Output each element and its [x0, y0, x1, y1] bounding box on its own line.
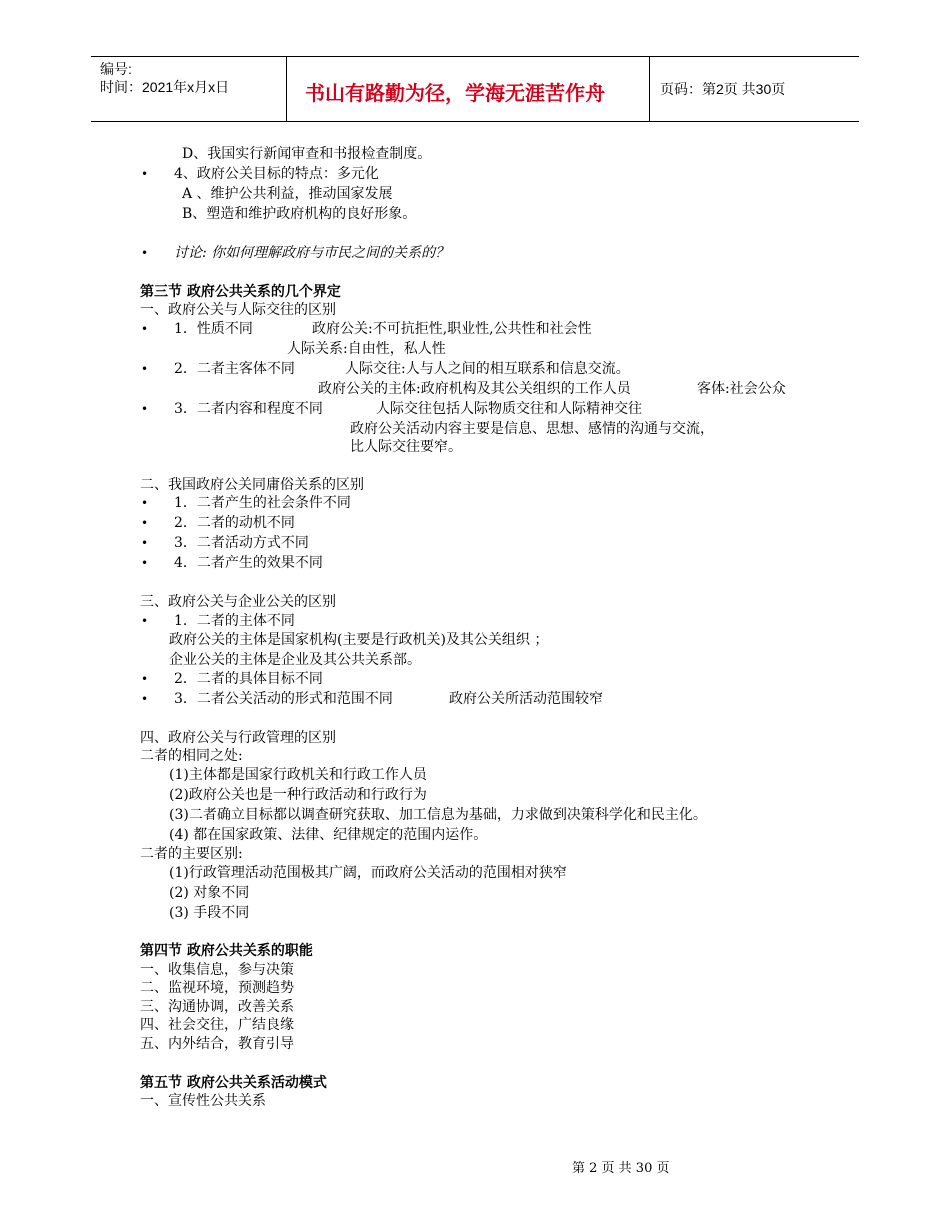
section-heading: 第五节 政府公共关系活动模式	[140, 1075, 327, 1091]
body-line: 2．二者主客体不同	[174, 361, 295, 377]
header-bottom-rule	[91, 121, 859, 122]
subsection-heading: 四、政府公关与行政管理的区别	[140, 730, 336, 746]
page-footer: 第 2 页 共 30 页	[572, 1161, 670, 1176]
body-line: 五、内外结合，教育引导	[140, 1036, 294, 1052]
body-line: 政府公关活动内容主要是信息、思想、感情的沟通与交流，	[350, 421, 714, 437]
bullet-icon: •	[141, 516, 149, 530]
body-line: (3) 手段不同	[169, 905, 250, 921]
header-divider-left	[286, 56, 287, 122]
bullet-icon: •	[141, 167, 149, 181]
body-line: 人际交往包括人际物质交往和人际精神交往	[376, 401, 642, 417]
header-number: 编号:	[100, 61, 132, 77]
body-line: 政府公关的主体:政府机构及其公关组织的工作人员	[318, 381, 631, 397]
body-line: 3．二者活动方式不同	[174, 535, 309, 551]
header-top-rule	[91, 56, 859, 57]
bullet-icon: •	[141, 402, 149, 416]
subsection-heading: 一、政府公关与人际交往的区别	[140, 302, 336, 318]
bullet-icon: •	[141, 246, 149, 260]
body-line: 一、收集信息，参与决策	[140, 962, 294, 978]
body-line: 2．二者的具体目标不同	[174, 671, 323, 687]
bullet-icon: •	[141, 322, 149, 336]
header-time: 时间：2021年x月x日	[100, 79, 230, 95]
bullet-icon: •	[141, 692, 149, 706]
section-heading: 第四节 政府公共关系的职能	[140, 943, 313, 959]
body-line: 企业公关的主体是企业及其公共关系部。	[169, 652, 421, 668]
body-line: 四、社会交往，广结良缘	[140, 1017, 294, 1033]
body-line: 人际交往:人与人之间的相互联系和信息交流。	[345, 361, 630, 377]
body-line: 4．二者产生的效果不同	[174, 555, 323, 571]
body-line: (2)政府公关也是一种行政活动和行政行为	[169, 787, 427, 803]
body-line: 2．二者的动机不同	[174, 515, 295, 531]
header-divider-right	[649, 56, 650, 122]
bullet-icon: •	[141, 496, 149, 510]
body-line: (1)行政管理活动范围极其广阔，而政府公关活动的范围相对狭窄	[169, 865, 567, 881]
body-line: 政府公关所活动范围较窄	[449, 691, 603, 707]
body-line: (3)二者确立目标都以调查研究获取、加工信息为基础，力求做到决策科学化和民主化。	[169, 807, 707, 823]
body-line: 二、监视环境，预测趋势	[140, 980, 294, 996]
bullet-icon: •	[141, 556, 149, 570]
body-line: 1．二者产生的社会条件不同	[174, 495, 351, 511]
body-line: (1)主体都是国家行政机关和行政工作人员	[169, 767, 427, 783]
body-line: 比人际交往要窄。	[350, 439, 462, 455]
body-line: 人际关系:自由性，私人性	[287, 341, 446, 357]
body-line: 三、沟通协调，改善关系	[140, 999, 294, 1015]
bullet-icon: •	[141, 614, 149, 628]
body-line: 3．二者公关活动的形式和范围不同	[174, 691, 393, 707]
body-line: 政府公关:不可抗拒性,职业性,公共性和社会性	[312, 321, 592, 337]
body-line: B、塑造和维护政府机构的良好形象。	[182, 206, 417, 222]
section-heading: 第三节 政府公共关系的几个界定	[140, 284, 341, 300]
bullet-icon: •	[141, 536, 149, 550]
body-line: A 、维护公共利益，推动国家发展	[182, 186, 393, 202]
body-line: 1．性质不同	[174, 321, 253, 337]
body-line: 二者的相同之处:	[140, 748, 243, 764]
body-line: 一、宣传性公共关系	[140, 1093, 266, 1109]
body-line: (2) 对象不同	[169, 885, 250, 901]
body-line: 客体:社会公众	[697, 381, 786, 397]
header-page-number: 页码：第2页 共30页	[660, 81, 786, 97]
header-motto: 书山有路勤为径，学海无涯苦作舟	[305, 81, 605, 105]
bullet-icon: •	[141, 362, 149, 376]
body-line: 政府公关的主体是国家机构(主要是行政机关)及其公关组织 ；	[169, 632, 549, 648]
bullet-icon: •	[141, 672, 149, 686]
subsection-heading: 三、政府公关与企业公关的区别	[140, 594, 336, 610]
body-line: 4、政府公关目标的特点：多元化	[174, 166, 379, 182]
body-line: (4) 都在国家政策、法律、纪律规定的范围内运作。	[169, 827, 488, 843]
subsection-heading: 二、我国政府公关同庸俗关系的区别	[140, 477, 364, 493]
body-line: 1．二者的主体不同	[174, 613, 295, 629]
body-line: 二者的主要区别:	[140, 846, 243, 862]
body-line: 3．二者内容和程度不同	[174, 401, 323, 417]
body-line: D、我国实行新闻审查和书报检查制度。	[182, 146, 432, 162]
discussion-question: 讨论: 你如何理解政府与市民之间的关系的？	[174, 245, 450, 261]
